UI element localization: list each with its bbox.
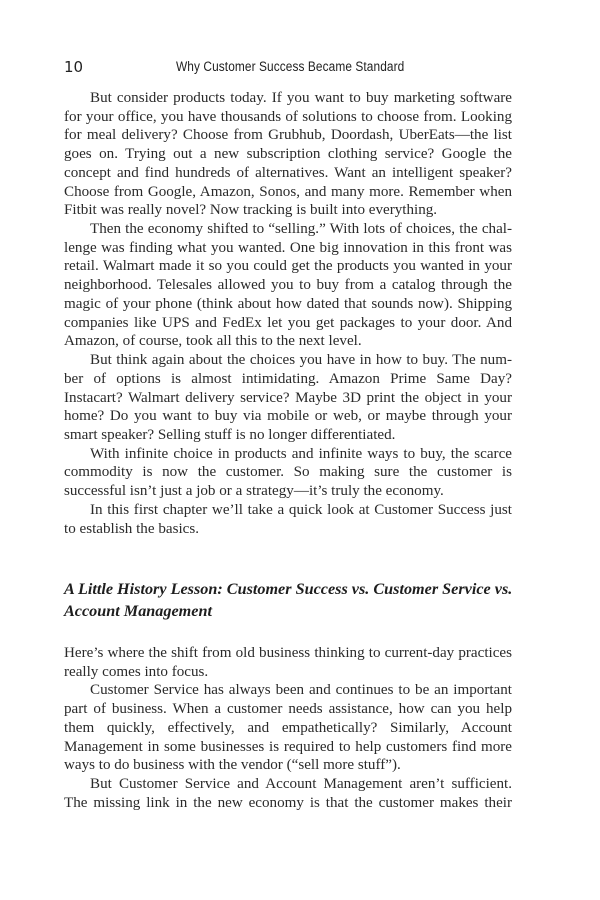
paragraph: But Customer Service and Account Management aren’t sufficient. The missing link in the new economy is that the customer makes their	[64, 776, 512, 811]
paragraph: With infinite choice in products and infinite ways to buy, the scarce commodity is now the customer. So making sure the customer is successful isn’t just a job or a strategy—it’s truly the economy.	[64, 445, 512, 500]
paragraph: Here’s where the shift from old business thinking to current-day practices really comes into focus.	[64, 645, 512, 680]
paragraph: In this first chapter we’ll take a quick look at Customer Success just to establish the basics.	[64, 501, 512, 537]
running-head	[64, 58, 512, 78]
page-number: 10	[64, 58, 84, 76]
paragraph: Then the economy shifted to “selling.” With lots of choices, the challenge was finding what you wanted. One big innovation in this front was retail. Walmart made it so you could get the products you wanted in your neighborhood. Telesales allowed you to buy from a catalog through the magic of your phone (think about how dated that sounds now). Shipping companies like UPS and FedEx let you get packages to your door. And Amazon, of course, took all this to the next level.	[64, 221, 512, 350]
body-text-section-2	[64, 644, 512, 812]
paragraph: But consider products today. If you want to buy marketing software for your office, you have thousands of solutions to choose from. Looking for meal delivery? Choose from Grubhub, Doordash, UberEats—the list goes on. Trying out a new subscription clothing service? Google the concept and find hundreds of alternatives. Want an intelligent speaker? Choose from Google, Amazon, Sonos, and many more. Remember when Fitbit was really novel? Now tracking is built into everything.	[64, 90, 512, 219]
section-heading: A Little History Lesson: Customer Success vs. Customer Service vs. Account Management	[64, 580, 513, 620]
paragraph: But think again about the choices you have in how to buy. The number of options is almost intimidating. Amazon Prime Same Day? Instacart? Walmart delivery service? Maybe 3D print the object in your home? Do you want to buy via mobile or web, or maybe through your smart speaker? Selling stuff is no longer differentiated.	[64, 352, 512, 443]
running-title: Why Customer Success Became Standard	[176, 59, 405, 74]
paragraph: Customer Service has always been and continues to be an important part of business. When a customer needs assistance, how can you help them quickly, effectively, and empathetically? Similarly, Account Management in some businesses is required to help customers find more ways to do business with the vendor (“sell more stuff”).	[64, 682, 512, 774]
body-text-section-1	[64, 89, 512, 538]
